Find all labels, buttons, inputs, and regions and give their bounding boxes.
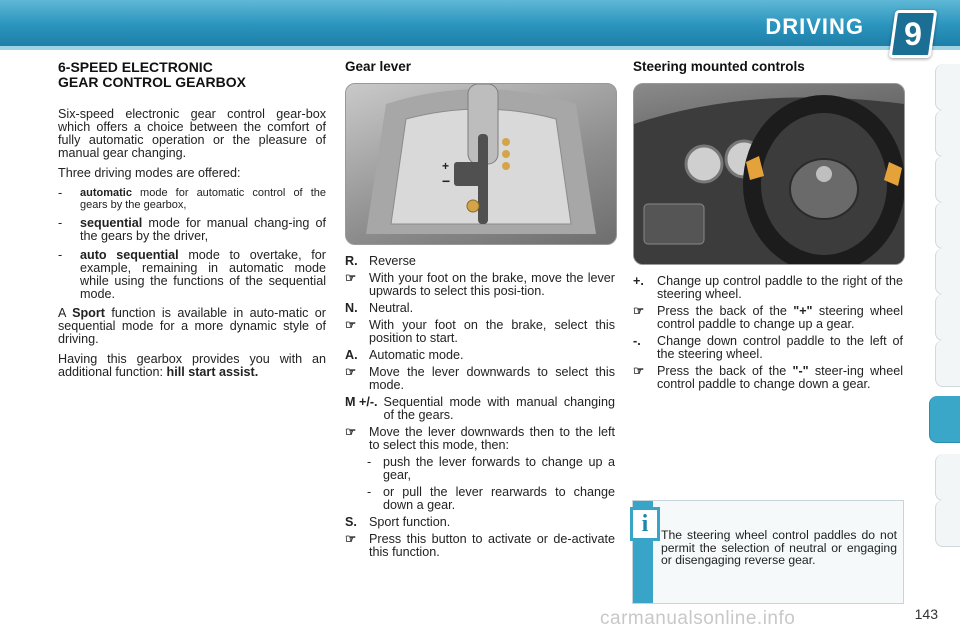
entry-key: A.	[345, 348, 358, 362]
dash-marker: -	[367, 455, 372, 469]
page-number: 143	[914, 606, 938, 622]
sport-pre: A	[58, 306, 73, 320]
lever-entry	[345, 426, 615, 452]
hill-paragraph	[58, 353, 326, 379]
entry-text: Move the lever downwards to select this mode.	[369, 365, 615, 392]
mode-term: auto sequential	[80, 248, 179, 262]
steering-entry	[633, 275, 903, 301]
chapter-side-tabs	[930, 64, 960, 584]
gauge	[686, 146, 722, 182]
position-indicator	[502, 138, 510, 146]
intro-paragraph: Six-speed electronic gear control gear-box which offers a choice between the comfort of fully automatic operation or the pleasure of manual gear changing.	[58, 107, 326, 160]
hand-icon: ☞	[345, 271, 357, 285]
entry-key: -.	[633, 334, 641, 348]
info-box	[632, 500, 904, 604]
brand-emblem	[816, 166, 832, 182]
steering-entry	[633, 365, 903, 391]
hand-icon: ☞	[633, 304, 645, 318]
mode-desc: mode for automatic control of the gears by the gearbox,	[80, 187, 326, 211]
lever-entry	[345, 516, 615, 529]
gear-lever-photo	[345, 83, 617, 245]
dash-marker: -	[367, 485, 372, 499]
side-tab[interactable]	[935, 294, 960, 341]
steering-wheel-photo	[633, 83, 905, 265]
entry-key: R.	[345, 254, 358, 268]
modes-intro: Three driving modes are offered:	[58, 166, 241, 180]
lever-entry	[345, 366, 615, 392]
chapter-title: DRIVING	[765, 14, 864, 39]
lever-entry	[345, 255, 615, 268]
sport-paragraph	[58, 307, 326, 346]
side-tab[interactable]	[935, 500, 960, 547]
mode-term: sequential	[80, 216, 143, 230]
side-tab[interactable]	[935, 202, 960, 249]
dash-marker: -	[58, 186, 63, 200]
section-title	[58, 60, 326, 90]
sport-button	[467, 200, 479, 212]
entry-key: +.	[633, 274, 644, 288]
gear-lever-illustration	[346, 84, 616, 244]
mode-text	[80, 187, 326, 211]
hand-icon: ☞	[345, 425, 357, 439]
gear-lever-title: Gear lever	[345, 59, 412, 74]
centre-console	[644, 204, 704, 244]
watermark: carmanualsonline.info	[600, 608, 796, 629]
gearbox-intro-column	[58, 60, 326, 386]
entry-text: Automatic mode.	[369, 348, 464, 362]
plus-label: +	[442, 159, 450, 173]
side-tab[interactable]	[935, 248, 960, 295]
entry-text-pre: Press the back of the	[657, 364, 793, 378]
hand-icon: ☞	[345, 318, 357, 332]
entry-key: N.	[345, 301, 358, 315]
sport-term: Sport	[72, 306, 105, 320]
lever-entry	[345, 272, 615, 298]
entry-text: With your foot on the brake, move the lever upwards to select this posi-tion.	[369, 271, 615, 298]
mode-text	[80, 217, 326, 243]
side-tab[interactable]	[935, 156, 960, 203]
manual-gate-slot	[454, 162, 488, 186]
steering-entry	[633, 305, 903, 331]
mode-item	[58, 187, 326, 211]
sub-text: or pull the lever rearwards to change down a gear.	[383, 485, 615, 512]
entry-text-pre: Press the back of the	[657, 304, 794, 318]
side-tab[interactable]	[935, 454, 960, 501]
entry-text: Press this button to activate or de-activate this function.	[369, 532, 615, 559]
lever-sub-item	[367, 486, 615, 512]
chapter-number-badge	[889, 10, 938, 58]
steering-wheel-illustration	[634, 84, 904, 264]
hand-icon: ☞	[345, 365, 357, 379]
entry-text: Move the lever downwards then to the left to select this mode, then:	[369, 425, 615, 452]
sub-text: push the lever forwards to change up a gear,	[383, 455, 615, 482]
entry-text	[657, 305, 903, 331]
entry-text-bold: "+"	[793, 304, 813, 318]
hand-icon: ☞	[633, 364, 645, 378]
dash-marker: -	[58, 248, 63, 262]
steering-controls-title: Steering mounted controls	[633, 59, 805, 74]
entry-text: Change down control paddle to the left of the steering wheel.	[657, 334, 903, 361]
dash-marker: -	[58, 216, 63, 230]
section-title-line1: 6-SPEED ELECTRONIC	[58, 59, 213, 75]
info-icon: i	[630, 507, 660, 541]
entry-text: Sport function.	[369, 515, 451, 529]
entry-text: Reverse	[369, 254, 416, 268]
lever-entry	[345, 533, 615, 559]
lever-entry	[345, 302, 615, 315]
entry-text: Change up control paddle to the right of the steering wheel.	[657, 274, 903, 301]
position-indicator	[502, 150, 510, 158]
mode-item	[58, 217, 326, 243]
mode-term: automatic	[80, 187, 132, 199]
side-tab[interactable]	[935, 340, 960, 387]
entry-text: With your foot on the brake, select this position to start.	[369, 318, 615, 345]
side-tab[interactable]	[935, 110, 960, 157]
mode-desc: mode to overtake, for example, remaining in automatic mode while using the functions of the sequential mode.	[80, 248, 326, 301]
section-title-line2: GEAR CONTROL GEARBOX	[58, 74, 246, 90]
gear-lever-column	[345, 60, 615, 563]
chapter-number: 9	[904, 16, 922, 52]
lever-entry	[345, 319, 615, 345]
mode-desc: mode for manual chang-ing of the gears by the driver,	[80, 216, 326, 243]
position-indicator	[502, 162, 510, 170]
entry-text-post: steering wheel control paddle to change up a gear.	[657, 304, 903, 331]
hill-pre: Having this gearbox provides you with an additional function:	[58, 352, 326, 379]
lever-sub-item	[367, 456, 615, 482]
entry-text	[657, 365, 903, 391]
sport-rest: function is available in auto-matic or sequential mode for a more dynamic style of driving.	[58, 306, 326, 346]
lever-entry	[345, 396, 615, 422]
steering-controls-column	[633, 60, 903, 395]
mode-item	[58, 249, 326, 301]
minus-label: −	[442, 173, 451, 189]
entry-key: S.	[345, 515, 357, 529]
entry-text-post: steer-ing wheel control paddle to change down a gear.	[657, 364, 903, 391]
entry-key: M +/-.	[345, 395, 378, 409]
mode-text	[80, 249, 326, 301]
entry-text-bold: "-"	[792, 364, 809, 378]
lever-entry	[345, 349, 615, 362]
side-tab-active-driving[interactable]	[929, 396, 960, 443]
side-tab[interactable]	[935, 64, 960, 111]
entry-text: Sequential mode with manual changing of the gears.	[383, 395, 615, 422]
header-stripe	[0, 46, 960, 50]
hand-icon: ☞	[345, 532, 357, 546]
steering-entry	[633, 335, 903, 361]
hill-term: hill start assist.	[166, 365, 259, 379]
info-text: The steering wheel control paddles do not permit the selection of neutral or engaging or disengaging reverse gear.	[661, 528, 897, 567]
entry-text: Neutral.	[369, 301, 414, 315]
